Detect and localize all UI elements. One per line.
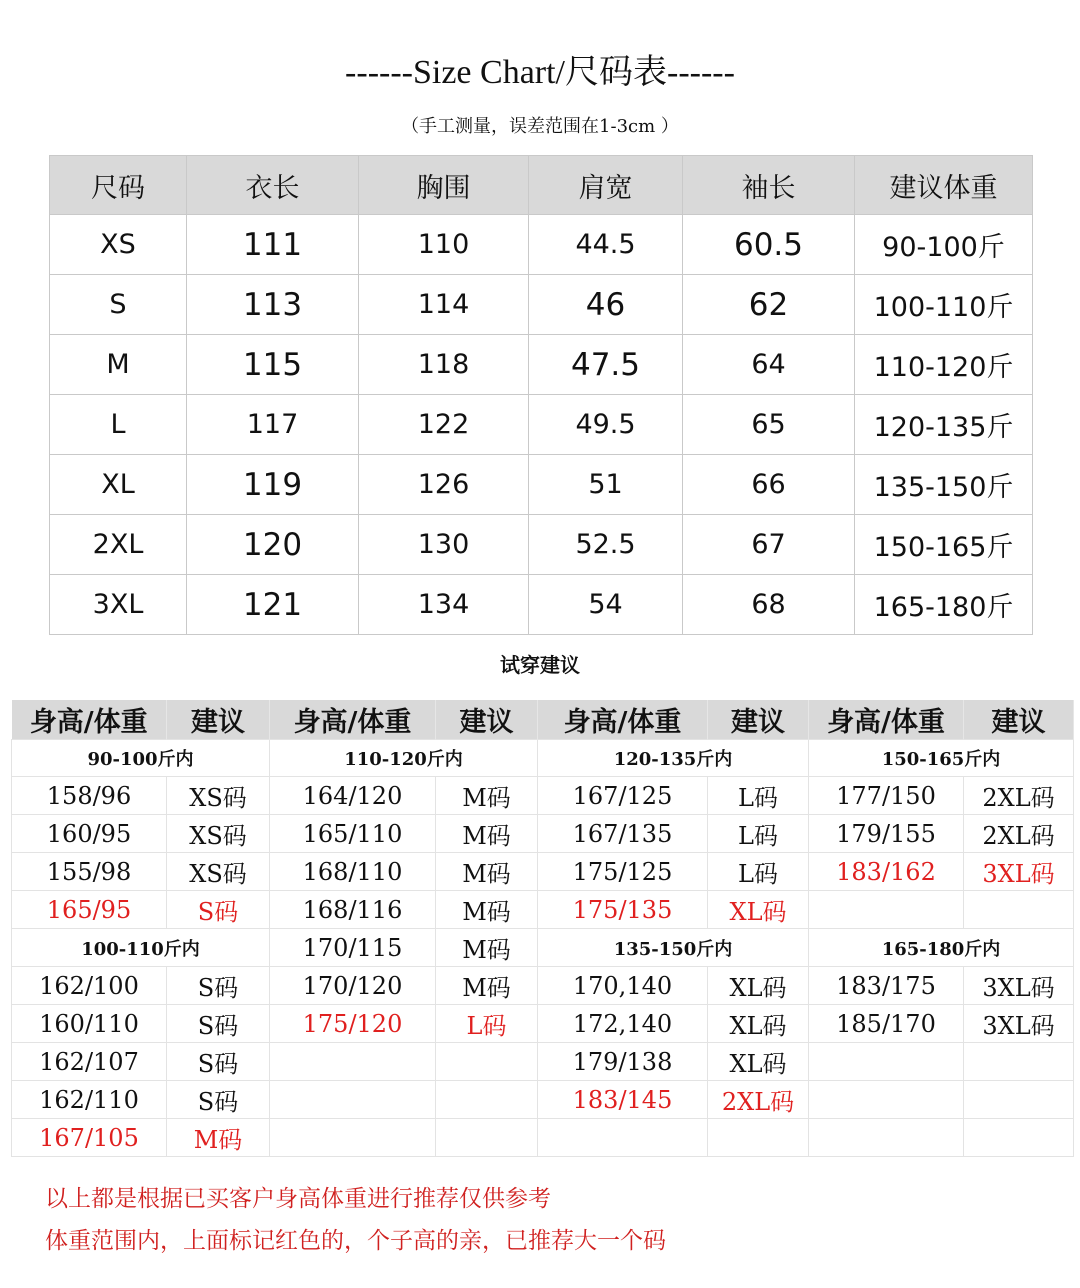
height-weight-cell (270, 1081, 436, 1119)
shoulder-cell: 46 (529, 275, 683, 335)
chest-cell: 130 (359, 515, 529, 575)
height-weight-cell: 170/120 (270, 967, 436, 1005)
shoulder-cell: 54 (529, 575, 683, 635)
table-row (50, 275, 1033, 335)
weight-cell: 110-120斤 (855, 335, 1033, 395)
suggestion-cell: S码 (167, 1043, 270, 1081)
size-cell: S (50, 275, 187, 335)
fit-suggestion-title: 试穿建议 (500, 653, 580, 677)
length-cell: 113 (187, 275, 359, 335)
size-chart-header-row (50, 156, 1033, 215)
height-weight-cell: 162/100 (12, 967, 167, 1005)
suggestion-cell-highlighted: XL码 (708, 891, 809, 929)
height-weight-cell: 162/107 (12, 1043, 167, 1081)
shoulder-cell: 47.5 (529, 335, 683, 395)
height-weight-cell-highlighted: 183/162 (809, 853, 964, 891)
table-row (50, 575, 1033, 635)
table-row (12, 777, 1074, 815)
height-weight-cell: 160/110 (12, 1005, 167, 1043)
suggestion-cell (964, 1043, 1074, 1081)
suggestion-cell: L码 (708, 853, 809, 891)
suggestion-cell-highlighted: S码 (167, 891, 270, 929)
sleeve-cell: 68 (683, 575, 855, 635)
group-label: 100-110斤内 (12, 929, 270, 967)
header-height-weight: 身高/体重 (270, 700, 436, 740)
suggestion-cell: XS码 (167, 853, 270, 891)
table-row (50, 455, 1033, 515)
sleeve-cell: 67 (683, 515, 855, 575)
suggestion-cell: XL码 (708, 1043, 809, 1081)
height-weight-cell: 165/110 (270, 815, 436, 853)
chest-cell: 118 (359, 335, 529, 395)
suggestion-cell: L码 (708, 815, 809, 853)
group-label: 165-180斤内 (809, 929, 1074, 967)
table-row (12, 891, 1074, 929)
group-label: 90-100斤内 (12, 740, 270, 777)
header-chest: 胸围 (359, 156, 529, 215)
fit-header-row (12, 700, 1074, 740)
header-suggestion: 建议 (436, 700, 538, 740)
shoulder-cell: 49.5 (529, 395, 683, 455)
table-row (50, 335, 1033, 395)
sleeve-cell: 64 (683, 335, 855, 395)
sleeve-cell: 60.5 (683, 215, 855, 275)
header-height-weight: 身高/体重 (12, 700, 167, 740)
header-suggestion: 建议 (167, 700, 270, 740)
page-title: ------Size Chart/尺码表------ (345, 54, 735, 91)
size-chart-table (49, 155, 1033, 635)
header-suggestion: 建议 (708, 700, 809, 740)
sleeve-cell: 65 (683, 395, 855, 455)
weight-cell: 120-135斤 (855, 395, 1033, 455)
suggestion-cell-highlighted: 3XL码 (964, 853, 1074, 891)
height-weight-cell-highlighted: 175/135 (538, 891, 708, 929)
header-size: 尺码 (50, 156, 187, 215)
height-weight-cell-highlighted: 175/120 (270, 1005, 436, 1043)
suggestion-cell (436, 1081, 538, 1119)
header-height-weight: 身高/体重 (809, 700, 964, 740)
height-weight-cell: 162/110 (12, 1081, 167, 1119)
suggestion-cell: M码 (436, 815, 538, 853)
size-cell: M (50, 335, 187, 395)
size-cell: 3XL (50, 575, 187, 635)
suggestion-cell: XL码 (708, 967, 809, 1005)
length-cell: 111 (187, 215, 359, 275)
suggestion-cell (964, 1119, 1074, 1157)
height-weight-cell: 183/175 (809, 967, 964, 1005)
sleeve-cell: 62 (683, 275, 855, 335)
table-row (50, 395, 1033, 455)
height-weight-cell: 170,140 (538, 967, 708, 1005)
table-row (12, 815, 1074, 853)
height-weight-cell: 158/96 (12, 777, 167, 815)
length-cell: 119 (187, 455, 359, 515)
height-weight-cell: 170/115 (270, 929, 436, 967)
length-cell: 120 (187, 515, 359, 575)
chest-cell: 126 (359, 455, 529, 515)
size-cell: XS (50, 215, 187, 275)
suggestion-cell (964, 1081, 1074, 1119)
suggestion-cell-highlighted: L码 (436, 1005, 538, 1043)
height-weight-cell-highlighted: 183/145 (538, 1081, 708, 1119)
group-label: 135-150斤内 (538, 929, 809, 967)
fit-suggestion-table (11, 700, 1074, 1157)
height-weight-cell: 179/155 (809, 815, 964, 853)
chest-cell: 114 (359, 275, 529, 335)
group-label: 150-165斤内 (809, 740, 1074, 777)
table-row (12, 967, 1074, 1005)
header-suggestion: 建议 (964, 700, 1074, 740)
table-row (12, 853, 1074, 891)
suggestion-cell (436, 1119, 538, 1157)
shoulder-cell: 51 (529, 455, 683, 515)
suggestion-cell (708, 1119, 809, 1157)
height-weight-cell: 164/120 (270, 777, 436, 815)
chest-cell: 134 (359, 575, 529, 635)
chest-cell: 122 (359, 395, 529, 455)
height-weight-cell: 179/138 (538, 1043, 708, 1081)
table-row (12, 1119, 1074, 1157)
header-sleeve: 袖长 (683, 156, 855, 215)
height-weight-cell (809, 891, 964, 929)
header-height-weight: 身高/体重 (538, 700, 708, 740)
height-weight-cell: 167/135 (538, 815, 708, 853)
suggestion-cell (964, 891, 1074, 929)
height-weight-cell (809, 1119, 964, 1157)
shoulder-cell: 44.5 (529, 215, 683, 275)
suggestion-cell-highlighted: M码 (167, 1119, 270, 1157)
suggestion-cell: XS码 (167, 777, 270, 815)
table-row (12, 1005, 1074, 1043)
suggestion-cell: S码 (167, 1081, 270, 1119)
group-row (12, 740, 1074, 777)
suggestion-cell: 3XL码 (964, 1005, 1074, 1043)
suggestion-cell: M码 (436, 891, 538, 929)
height-weight-cell (809, 1043, 964, 1081)
height-weight-cell-highlighted: 167/105 (12, 1119, 167, 1157)
suggestion-cell: S码 (167, 967, 270, 1005)
recommendation-notes (45, 1178, 666, 1262)
measurement-note: （手工测量，误差范围在1-3cm ） (401, 116, 679, 137)
note-line: 体重范围内，上面标记红色的，个子高的亲，已推荐大一个码 (45, 1228, 666, 1254)
header-shoulder: 肩宽 (529, 156, 683, 215)
height-weight-cell (270, 1043, 436, 1081)
note-line: 以上都是根据已买客户身高体重进行推荐仅供参考 (45, 1186, 551, 1212)
height-weight-cell: 167/125 (538, 777, 708, 815)
suggestion-cell: XL码 (708, 1005, 809, 1043)
suggestion-cell: 3XL码 (964, 967, 1074, 1005)
weight-cell: 150-165斤 (855, 515, 1033, 575)
size-cell: 2XL (50, 515, 187, 575)
size-cell: XL (50, 455, 187, 515)
sleeve-cell: 66 (683, 455, 855, 515)
weight-cell: 90-100斤 (855, 215, 1033, 275)
size-cell: L (50, 395, 187, 455)
height-weight-cell: 172,140 (538, 1005, 708, 1043)
suggestion-cell: L码 (708, 777, 809, 815)
suggestion-cell: 2XL码 (964, 815, 1074, 853)
length-cell: 115 (187, 335, 359, 395)
height-weight-cell: 185/170 (809, 1005, 964, 1043)
table-row (12, 929, 1074, 967)
suggestion-cell: M码 (436, 853, 538, 891)
header-length: 衣长 (187, 156, 359, 215)
length-cell: 117 (187, 395, 359, 455)
weight-cell: 165-180斤 (855, 575, 1033, 635)
suggestion-cell-highlighted: 2XL码 (708, 1081, 809, 1119)
height-weight-cell (270, 1119, 436, 1157)
suggestion-cell: M码 (436, 929, 538, 967)
group-label: 110-120斤内 (270, 740, 538, 777)
table-row (12, 1081, 1074, 1119)
suggestion-cell (436, 1043, 538, 1081)
height-weight-cell: 168/116 (270, 891, 436, 929)
height-weight-cell: 160/95 (12, 815, 167, 853)
suggestion-cell: 2XL码 (964, 777, 1074, 815)
table-row (50, 215, 1033, 275)
height-weight-cell: 177/150 (809, 777, 964, 815)
header-weight: 建议体重 (855, 156, 1033, 215)
suggestion-cell: XS码 (167, 815, 270, 853)
chest-cell: 110 (359, 215, 529, 275)
length-cell: 121 (187, 575, 359, 635)
shoulder-cell: 52.5 (529, 515, 683, 575)
height-weight-cell: 175/125 (538, 853, 708, 891)
table-row (50, 515, 1033, 575)
height-weight-cell (538, 1119, 708, 1157)
table-row (12, 1043, 1074, 1081)
weight-cell: 135-150斤 (855, 455, 1033, 515)
suggestion-cell: M码 (436, 967, 538, 1005)
height-weight-cell: 168/110 (270, 853, 436, 891)
height-weight-cell (809, 1081, 964, 1119)
suggestion-cell: M码 (436, 777, 538, 815)
suggestion-cell: S码 (167, 1005, 270, 1043)
group-label: 120-135斤内 (538, 740, 809, 777)
height-weight-cell-highlighted: 165/95 (12, 891, 167, 929)
weight-cell: 100-110斤 (855, 275, 1033, 335)
height-weight-cell: 155/98 (12, 853, 167, 891)
